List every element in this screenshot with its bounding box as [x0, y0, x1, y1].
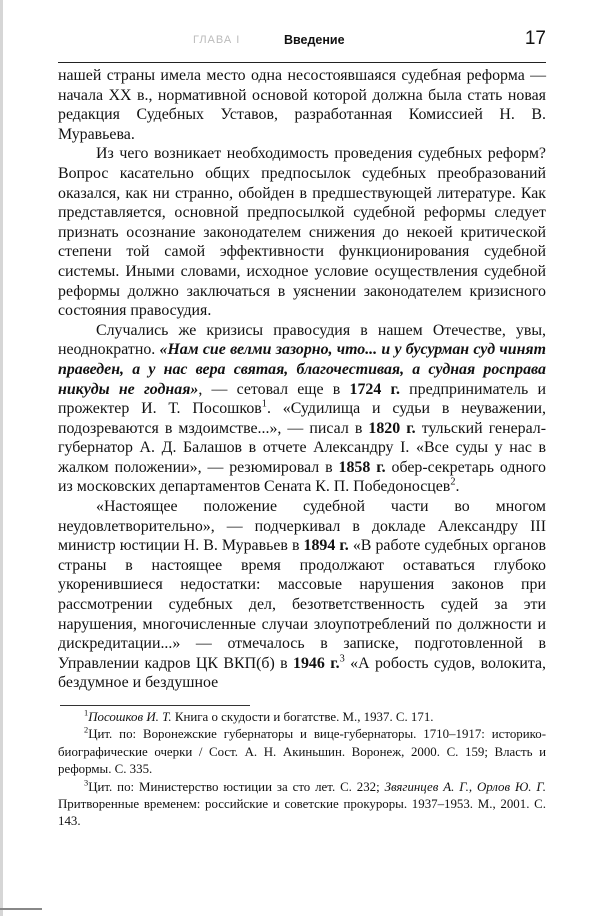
text-run: , — сетовал еще в: [198, 380, 350, 398]
text-run: «Настоящее положение судебной части во многом неудовлетворительно», — подчеркивал в докладе Александру III министр юстиции Н. В. Муравьев в: [58, 498, 546, 555]
text-run: «А робость судов, волокита, бездумное и бездушное: [58, 654, 547, 692]
footnote-authors: Звягинцев А. Г., Орлов Ю. Г.: [384, 779, 546, 794]
running-header: [58, 26, 546, 56]
scan-artifact-line: [0, 908, 42, 910]
scan-edge-shadow: [0, 0, 3, 916]
footnote-ref-2: 2: [450, 477, 456, 489]
paragraph-1: нашей страны имела место одна несостоявшаяся судебная реформа — начала XX в., нормативной основой которой должна была стать новая редакция Судебных Уставов, разработанная Комиссией Н. В. Муравьева.: [58, 67, 546, 143]
footnote-text: Цит. по: Министерство юстиции за сто лет. С. 232;: [88, 779, 385, 794]
year-1820: 1820 г.: [368, 419, 416, 437]
text-run: . «Судилища и судьи в неуважении, подозреваются в мздоимстве...», — писал в: [58, 400, 546, 437]
year-1894: 1894 г.: [303, 537, 349, 555]
text-run: Случались же кризисы правосудия в нашем Отечестве, увы, неоднократно.: [58, 321, 546, 359]
footnote-1: [58, 709, 546, 726]
year-1724: 1724 г.: [349, 380, 400, 398]
footnote-author: Посошков И. Т.: [88, 710, 172, 724]
text-run: тульский генерал-губернатор А. Д. Балашов в отчете Александру I. «Все суды у нас в жалком положении», — резюмировал в: [58, 419, 546, 476]
footnote-text: Цит. по: Воронежские губернаторы и вице-губернаторы. 1710–1917: историко-биографические очерки / Сост. А. Н. Акиньшин. Воронеж, 2000. С. 159; Власть и реформы. С. 335.: [58, 727, 546, 777]
footnote-rule: [60, 705, 250, 706]
footnotes: [58, 709, 546, 831]
faint-chapter-mark: ГЛАВА I: [193, 34, 241, 46]
footnote-number: 3: [84, 778, 89, 788]
header-rule: [58, 62, 546, 63]
paragraph-3: [58, 321, 546, 497]
paragraph-4: [58, 497, 546, 693]
text-run: обер-секретарь одного из московских департаментов Сената К. П. Победоносцев: [58, 458, 546, 496]
page-number: 17: [524, 28, 546, 49]
footnote-text: Притворенные временем: российские и советские прокуроры. 1937–1953. М., 2001. С. 143.: [58, 797, 546, 829]
text-run: .: [455, 478, 460, 496]
main-text: [58, 66, 546, 693]
footnote-2: [58, 726, 546, 778]
footnote-number: 2: [84, 726, 89, 736]
footnote-ref-1: 1: [261, 398, 267, 410]
section-title: Введение: [284, 33, 345, 47]
footnote-ref-3: 3: [339, 653, 345, 665]
footnote-number: 1: [84, 708, 89, 718]
year-1858: 1858 г.: [338, 458, 386, 476]
footnote-text: Книга о скудости и богатстве. М., 1937. С. 171.: [171, 710, 434, 724]
pososhkov-quote: «Нам сие велми зазорно, что... и у бусурман суд чинят праведен, а у нас вера святая, благочестивая, а судная росправа никуды не годная»: [58, 341, 546, 398]
paragraph-2: Из чего возникает необходимость проведения судебных реформ? Вопрос касательно общих предпосылок судебных преобразований оказался, как ни странно, обойден в предшествующей литературе. Как представляется, основной предпосылкой судебной реформы следует признать осознание законодателем снижения до некоей критической степени той самой эффективности функционирования судебной системы. Иными словами, исходное условие осуществления судебной реформы должно заключаться в уяснении законодателем кризисного состояния правосудия.: [58, 145, 546, 320]
year-1946: 1946 г.: [293, 654, 340, 672]
text-run: «В работе судебных органов страны в настоящее время продолжают оставаться глубоко укоренившиеся недостатки: массовые нарушения законов при рассмотрении судебных дел, безответственность судей за эти нарушения, многочисленные случаи злоупотреблений по должности и дискредитации...» — отмечалось в записке, подготовленной в Управлении кадров ЦК ВКП(б) в: [58, 537, 546, 672]
text-run: предприниматель и прожектер И. Т. Посошков: [58, 380, 546, 418]
footnote-3: [58, 779, 546, 831]
